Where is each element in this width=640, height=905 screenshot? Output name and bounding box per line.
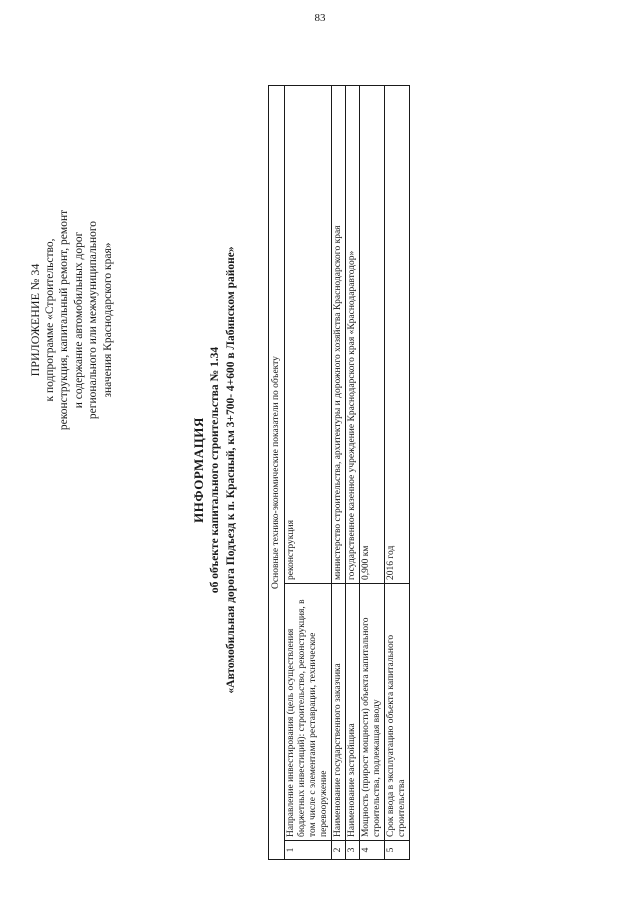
appendix-line: значения Краснодарского края» [101,242,114,398]
document-title: ИНФОРМАЦИЯ [191,417,206,523]
appendix-line: и содержание автомобильных дорог [72,231,85,409]
row-value: 2016 год [385,86,410,584]
appendix-line: регионального или межмуниципального [87,220,99,420]
row-name: Мощность (прирост мощности) объекта капитального строительства, подлежащая вводу [360,584,385,841]
row-number: 5 [385,841,410,860]
indicators-table [268,85,410,860]
rotated-page-content [20,50,600,890]
appendix-block [28,155,115,485]
appendix-line: реконструкция, капитальный ремонт, ремонт [58,209,70,431]
title-block [190,100,239,840]
row-value: 0,900 км [360,86,385,584]
object-name: «Автомобильная дорога Подъезд к п. Красный, км 3+700- 4+600 в Лабинском районе» [225,246,237,694]
table-row [285,86,332,860]
table-header-row [269,86,285,860]
row-number: 3 [346,841,360,860]
page-number: 83 [314,12,326,24]
row-value: государственное казенное учреждение Краснодарского края «Краснодаравтодор» [346,86,360,584]
row-value: реконструкция [285,86,332,584]
table-row [385,86,410,860]
row-value: министерство строительства, архитектуры и дорожного хозяйства Краснодарского края [332,86,346,584]
document-subtitle: об объекте капитального строительства № 1.34 [209,346,221,594]
table-header: Основные технико-экономические показатели по объекту [269,86,285,860]
row-name: Наименование государственного заказчика [332,584,346,841]
table-row [360,86,385,860]
row-number: 4 [360,841,385,860]
row-number: 1 [285,841,332,860]
row-name: Наименование застройщика [346,584,360,841]
table-row [332,86,346,860]
appendix-title: ПРИЛОЖЕНИЕ № 34 [28,263,42,377]
row-name: Срок ввода в эксплуатацию объекта капитального строительства [385,584,410,841]
appendix-line: к подпрограмме «Строительство, [43,238,56,402]
row-number: 2 [332,841,346,860]
row-name: Направление инвестирования (цель осуществления бюджетных инвестиций): строительство, реконструкция, в том числе с элементами реставрации, техническое перевооружение [285,584,332,841]
table-row [346,86,360,860]
